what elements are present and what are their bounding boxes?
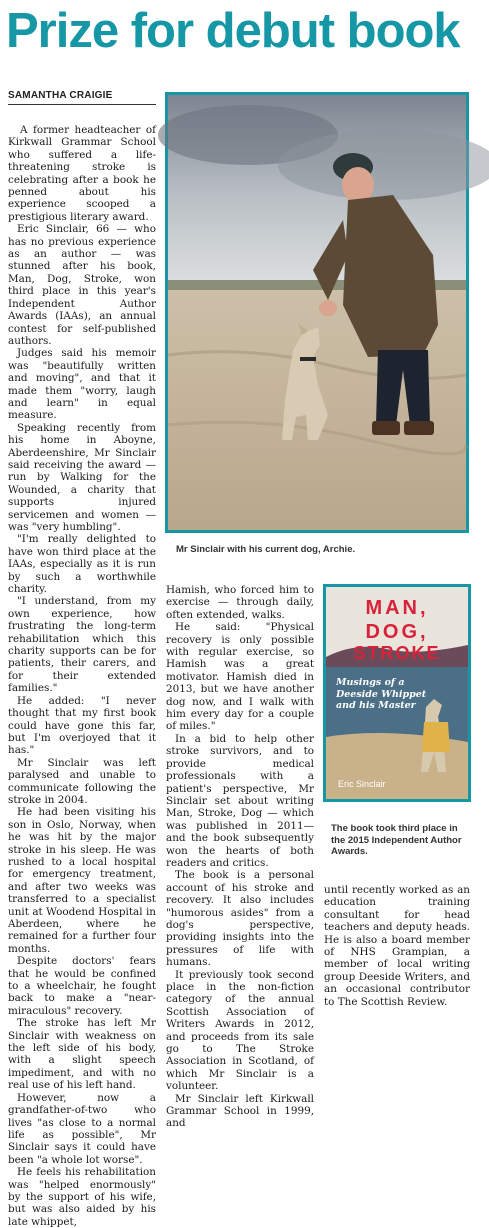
paragraph: "I'm really delighted to have won third place at the IAAs, especially as it is run by such a worthwhile charity. [8,533,156,596]
paragraph: He added: "I never thought that my first book could have gone this far, but I'm overjoyed that it has." [8,694,156,757]
book-subtitle: Musings of a Deeside Whippet and his Master [336,677,427,711]
book-title-line2: DOG, [365,621,429,643]
paragraph: The stroke has left Mr Sinclair with weakness on the left side of his body, with a slight speech impediment, and with no real use of his left hand. [8,1017,156,1092]
paragraph: He feels his rehabilitation was "helped enormously" by the support of his wife, but was also aided by his late whippet, [8,1166,156,1228]
paragraph: until recently worked as an education training consultant for head teachers and deputy heads. He is also a board member of NHS Grampian, a member of local writing group Deeside Writers, and an occasional contributor to The Scottish Review. [324,884,470,1008]
paragraph: The book is a personal account of his stroke and recovery. It also includes "humorous asides" from a dog's perspective, providing insights into the pressures of life with humans. [166,869,314,969]
book-author: Eric Sinclair [338,779,386,789]
paragraph: In a bid to help other stroke survivors, and to provide medical professionals with a patient's perspective, Mr Sinclair set about writing Man, Stroke, Dog — which was published in 2011— and the book subsequently won the hearts of both readers and critics. [166,732,314,869]
paragraph: Hamish, who forced him to exercise — through daily, often extended, walks. [166,584,314,621]
paragraph: It previously took second place in the non-fiction category of the annual Scottish Association of Writers Awards in 2012, and proceeds from its sale go to The Stroke Association in Scotland, of which Mr Sinclair is a volunteer. [166,968,314,1093]
paragraph: He said: "Physical recovery is only possible with regular exercise, so Hamish was a great motivator. Hamish died in 2013, but we have another dog now, and I walk with him every day for a couple of miles." [166,621,314,733]
article-column-3 [324,884,470,1020]
paragraph: Mr Sinclair was left paralysed and unable to communicate following the stroke in 2004. [8,756,156,806]
paragraph: Speaking recently from his home in Aboyne, Aberdeenshire, Mr Sinclair said receiving the award — run by Walking for the Wounded, a charity that supports injured servicemen and women — was "very humbling". [8,421,156,533]
headline: Prize for debut book [6,4,460,58]
book-title-line3: STROKE [353,643,441,663]
paragraph: Mr Sinclair left Kirkwall Grammar School in 1999, and [166,1092,314,1130]
main-photo-caption: Mr Sinclair with his current dog, Archie. [176,544,356,555]
book-cover [323,584,471,802]
paragraph: Eric Sinclair, 66 — who has no previous experience as an author — was stunned after his book, Man, Dog, Stroke, won third place in this year's Independent Author Awards (IAAs), an annual contest for self-published authors. [8,223,156,347]
paragraph: Judges said his memoir was "beautifully written and moving", and that it made them "worry, laugh and learn" in equal measure. [8,347,156,422]
main-photo [165,92,469,533]
byline: SAMANTHA CRAIGIE [8,90,156,105]
paragraph: Despite doctors' fears that he would be confined to a wheelchair, he fought back to make a "near-miraculous" recovery. [8,955,156,1017]
book-title-line1: MAN, [365,597,429,619]
paragraph: He had been visiting his son in Oslo, Norway, when he was hit by the major stroke in his sleep. He was rushed to a local hospital for emergency treatment, and after two weeks was transferred to a specialist unit at Woodend Hospital in Aberdeen, where he remained for a further four months. [8,806,156,955]
article-column-1 [8,124,156,1228]
paragraph: A former headteacher of Kirkwall Grammar School who suffered a life-threatening stroke is celebrating after a book he penned about his experience scooped a prestigious literary award. [8,124,156,223]
man-and-dog-on-beach-image [168,95,466,530]
paragraph: However, now a grandfather-of-two who lives "as close to a normal life as possible", Mr Sinclair says it could have been "a whole lot worse". [8,1091,156,1166]
paragraph: "I understand, from my own experience, how frustrating the long-term rehabilitation which this charity supports can be for patients, their carers, and for their extended families." [8,595,156,695]
article-column-2 [166,584,314,1130]
book-caption: The book took third place in the 2015 Independent Author Awards. [331,823,462,857]
